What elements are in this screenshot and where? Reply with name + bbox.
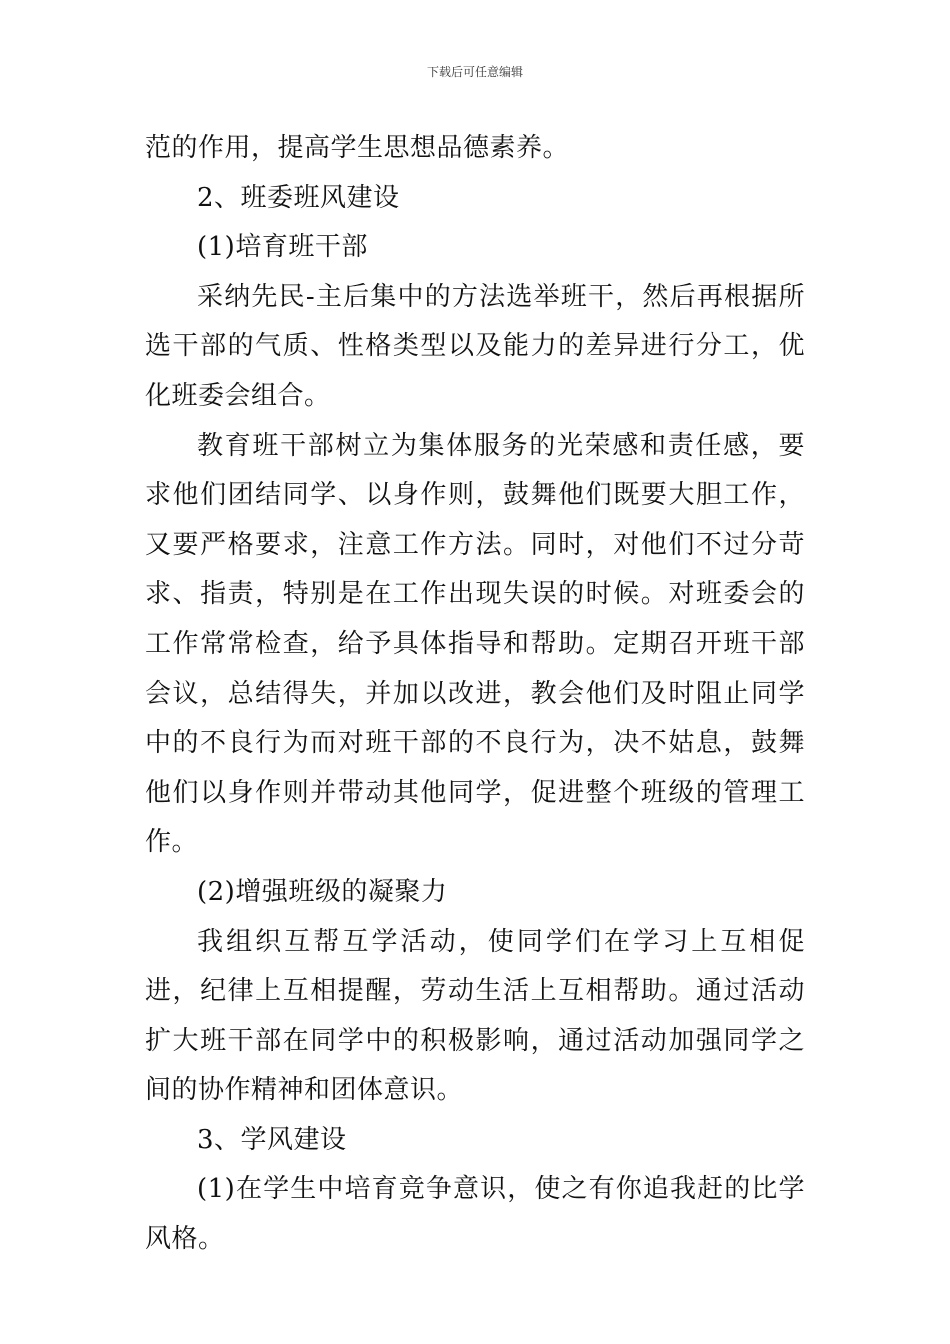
- document-body: [145, 124, 805, 1265]
- paragraph-mutual-help: 我组织互帮互学活动，使同学们在学习上互相促进，纪律上互相提醒，劳动生活上互相帮助。通过活动扩大班干部在同学中的积极影响，通过活动加强同学之间的协作精神和团体意识。: [145, 926, 805, 1106]
- paragraph-competition: (1)在学生中培育竞争意识，使之有你追我赶的比学风格。: [145, 1174, 805, 1255]
- heading-study-style: 3、学风建设: [197, 1124, 347, 1155]
- heading-class-committee: 2、班委班风建设: [197, 182, 400, 213]
- subheading-train-cadres: (1)培育班干部: [197, 232, 368, 263]
- page-header: 下载后可任意编辑: [426, 65, 523, 79]
- paragraph-election: 采纳先民-主后集中的方法选举班干，然后再根据所选干部的气质、性格类型以及能力的差异进行分工，优化班委会组合。: [145, 281, 805, 411]
- paragraph-education: 教育班干部树立为集体服务的光荣感和责任感，要求他们团结同学、以身作则，鼓舞他们既要大胆工作，又要严格要求，注意工作方法。同时，对他们不过分苛求、指责，特别是在工作出现失误的时候。对班委会的工作常常检查，给予具体指导和帮助。定期召开班干部会议，总结得失，并加以改进，教会他们及时阻止同学中的不良行为而对班干部的不良行为，决不姑息，鼓舞他们以身作则并带动其他同学，促进整个班级的管理工作。: [145, 430, 805, 858]
- paragraph-1: 范的作用，提高学生思想品德素养。: [145, 133, 570, 163]
- subheading-cohesion: (2)增强班级的凝聚力: [197, 876, 448, 907]
